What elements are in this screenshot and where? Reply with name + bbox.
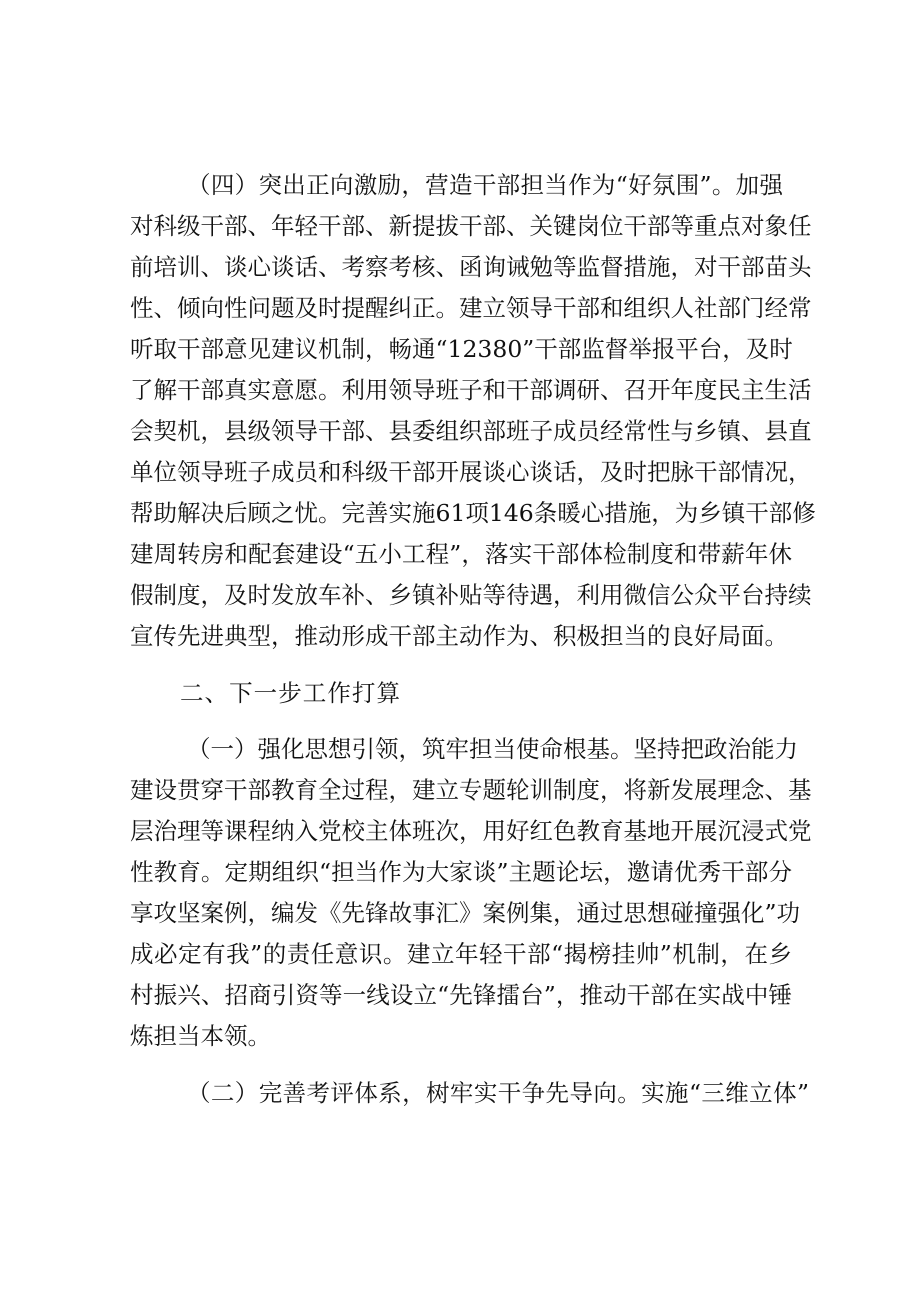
text-line: （二）完善考评体系，树牢实干争先导向。实施“三维立体” — [187, 1079, 809, 1107]
text-line: 炼担当本领。 — [130, 1022, 271, 1050]
text-line: （四）突出正向激励，营造干部担当作为“好氛围”。加强 — [187, 171, 783, 199]
text-line: 听取干部意见建议机制，畅通“12380”干部监督举报平台，及时 — [130, 335, 793, 363]
text-line: 成必定有我”的责任意识。建立年轻干部“揭榜挂帅”机制，在乡 — [130, 940, 792, 968]
text-line: 村振兴、招商引资等一线设立“先锋擂台”，推动干部在实战中锤 — [130, 981, 792, 1009]
text-line: 帮助解决后顾之忧。完善实施61项146条暖心措施，为乡镇干部修 — [130, 499, 816, 527]
text-line: 性、倾向性问题及时提醒纠正。建立领导干部和组织人社部门经常 — [130, 294, 812, 322]
text-line: 建设贯穿干部教育全过程，建立专题轮训制度，将新发展理念、基 — [130, 776, 812, 804]
text-line: 享攻坚案例，编发《先锋故事汇》案例集，通过思想碰撞强化”功 — [130, 899, 801, 927]
text-line: 前培训、谈心谈话、考察考核、函询诫勉等监督措施，对干部苗头 — [130, 253, 812, 281]
text-line: 性教育。定期组织“担当作为大家谈”主题论坛，邀请优秀干部分 — [130, 858, 792, 886]
text-line: 宣传先进典型，推动形成干部主动作为、积极担当的良好局面。 — [130, 622, 788, 650]
text-line: （一）强化思想引领，筑牢担当使命根基。坚持把政治能力 — [187, 735, 798, 763]
text-line: 建周转房和配套建设“五小工程”，落实干部体检制度和带薪年休 — [130, 540, 792, 568]
text-line: 假制度，及时发放车补、乡镇补贴等待遇，利用微信公众平台持续 — [130, 581, 812, 609]
text-line: 了解干部真实意愿。利用领导班子和干部调研、召开年度民主生活 — [130, 376, 812, 404]
text-line: 会契机，县级领导干部、县委组织部班子成员经常性与乡镇、县直 — [130, 417, 812, 445]
text-line: 单位领导班子成员和科级干部开展谈心谈话，及时把脉干部情况， — [130, 458, 812, 486]
text-line: 层治理等课程纳入党校主体班次，用好红色教育基地开展沉浸式党 — [130, 817, 812, 845]
section-heading: 二、下一步工作打算 — [180, 679, 400, 707]
text-line: 对科级干部、年轻干部、新提拔干部、关键岗位干部等重点对象任 — [130, 212, 812, 240]
